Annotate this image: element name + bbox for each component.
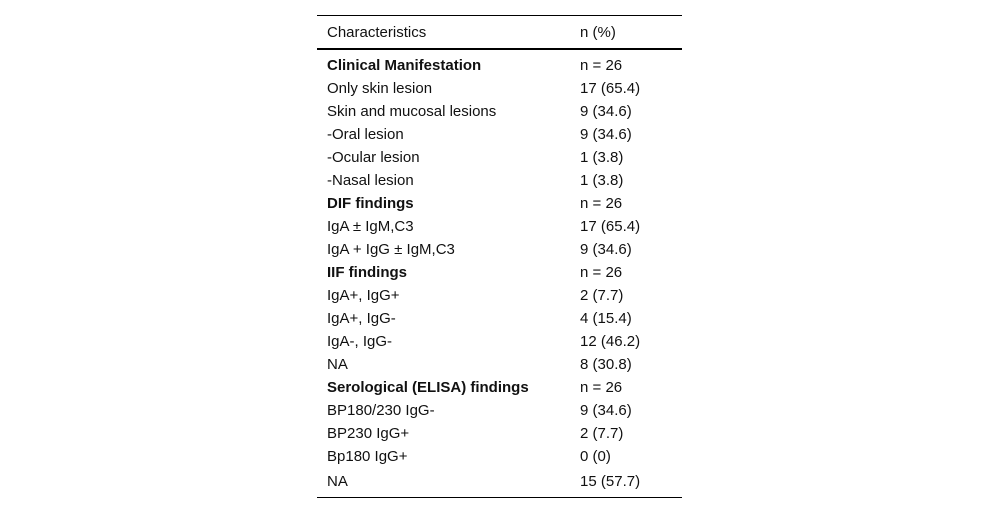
table-row <box>317 399 682 422</box>
row-value: 1 (3.8) <box>580 149 624 166</box>
section-header-row <box>317 192 682 215</box>
row-label: IgA+, IgG- <box>327 310 396 327</box>
row-label: IgA-, IgG- <box>327 333 393 350</box>
row-value: 2 (7.7) <box>580 287 624 304</box>
section-label: Clinical Manifestation <box>327 56 482 74</box>
row-value: 17 (65.4) <box>580 80 641 97</box>
row-label: Only skin lesion <box>327 80 433 97</box>
row-value: n = 26 <box>580 379 623 396</box>
table-row <box>317 123 682 146</box>
row-value: 12 (46.2) <box>580 333 641 350</box>
row-value: 9 (34.6) <box>580 126 632 143</box>
section-header-row <box>317 261 682 284</box>
row-label: IgA + IgG ± IgM,C3 <box>327 241 455 258</box>
header-n-percent: n (%) <box>570 16 682 50</box>
table-row <box>317 77 682 100</box>
row-value: n = 26 <box>580 195 623 212</box>
row-value: 9 (34.6) <box>580 241 632 258</box>
table-header <box>317 16 682 50</box>
section-header-row <box>317 376 682 399</box>
table-row <box>317 284 682 307</box>
row-label: IgA+, IgG+ <box>327 287 400 304</box>
table-row <box>317 100 682 123</box>
row-label: BP180/230 IgG- <box>327 402 435 419</box>
table-row <box>317 238 682 261</box>
row-label: -Nasal lesion <box>327 172 414 189</box>
row-label: BP230 IgG+ <box>327 425 410 442</box>
row-value: n = 26 <box>580 264 623 281</box>
table-row <box>317 330 682 353</box>
table-row <box>317 146 682 169</box>
row-label: -Ocular lesion <box>327 149 420 166</box>
row-label: IgA ± IgM,C3 <box>327 218 414 235</box>
row-value: 17 (65.4) <box>580 218 641 235</box>
table-row <box>317 169 682 192</box>
table-row <box>317 307 682 330</box>
characteristics-table-container <box>317 15 682 498</box>
table-body <box>317 49 682 498</box>
row-value: 9 (34.6) <box>580 103 632 120</box>
section-label: IIF findings <box>327 264 407 281</box>
table-row <box>317 353 682 376</box>
row-label: -Oral lesion <box>327 126 404 143</box>
row-label: Bp180 IgG+ <box>327 448 408 465</box>
section-header-row <box>317 49 682 77</box>
header-characteristics: Characteristics <box>317 16 570 50</box>
table-row <box>317 215 682 238</box>
table-row <box>317 468 682 498</box>
characteristics-table <box>317 15 682 498</box>
section-label: DIF findings <box>327 195 414 212</box>
row-value: 8 (30.8) <box>580 356 632 373</box>
table-row <box>317 422 682 445</box>
row-value: 2 (7.7) <box>580 425 624 442</box>
header-row <box>317 16 682 50</box>
table-row <box>317 445 682 468</box>
row-value: n = 26 <box>580 56 623 74</box>
row-value: 1 (3.8) <box>580 172 624 189</box>
row-value: 4 (15.4) <box>580 310 632 327</box>
row-value: 9 (34.6) <box>580 402 632 419</box>
row-label: NA <box>317 468 570 498</box>
row-value: 15 (57.7) <box>570 468 682 498</box>
section-label: Serological (ELISA) findings <box>327 379 529 396</box>
row-label: NA <box>327 356 348 373</box>
row-value: 0 (0) <box>580 448 611 465</box>
row-label: Skin and mucosal lesions <box>327 103 497 120</box>
